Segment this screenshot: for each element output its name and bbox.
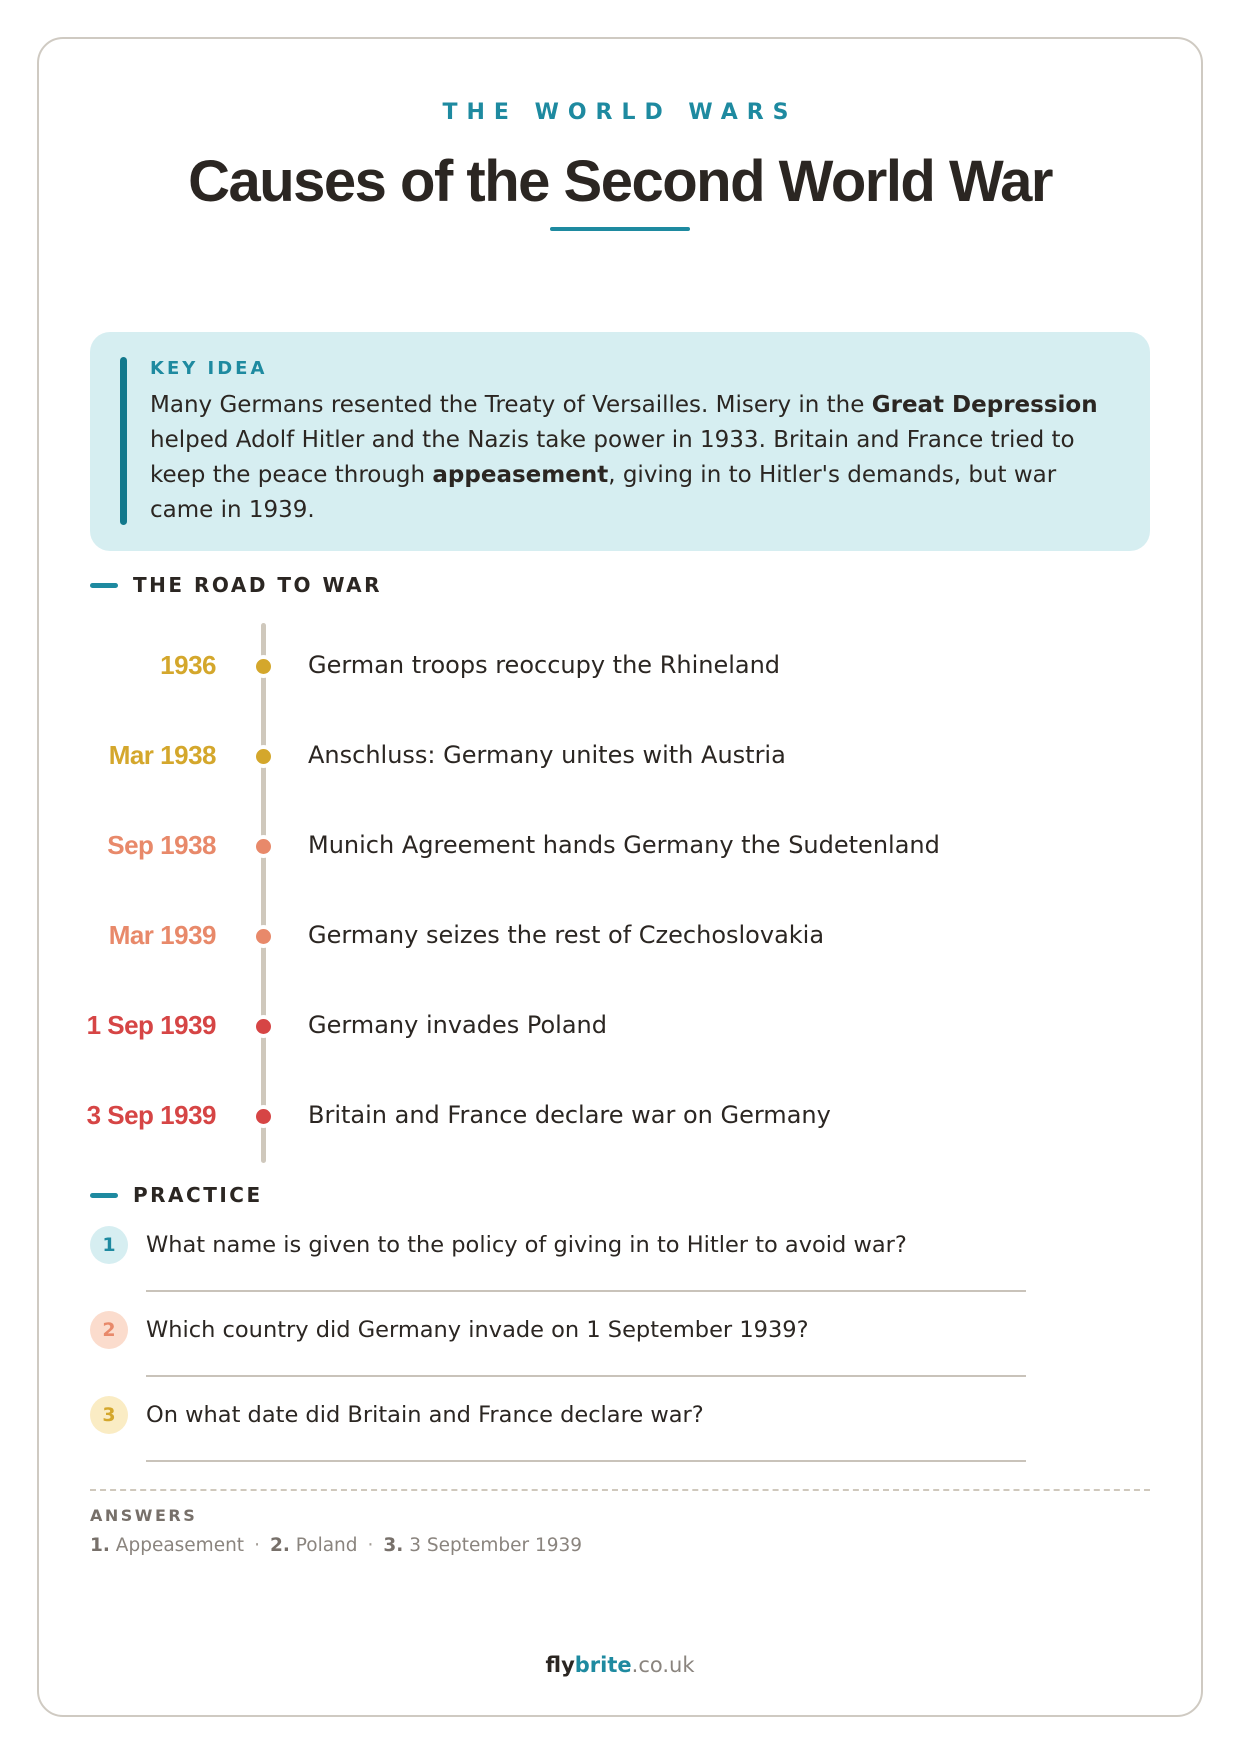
key-term-appeasement: appeasement (432, 462, 609, 488)
key-idea-text-part: Many Germans resented the Treaty of Versailles. Misery in the (150, 392, 872, 418)
brand-name-part: brite (574, 1653, 632, 1677)
timeline-dot-icon (256, 749, 271, 764)
eyebrow-label: THE WORLD WARS (442, 100, 798, 125)
key-idea-label: KEY IDEA (150, 358, 268, 379)
event-description: Britain and France declare war on Germany (308, 1101, 831, 1129)
brand-name-part: fly (545, 1653, 575, 1677)
page-title: Causes of the Second World War (188, 149, 1052, 214)
event-description: Munich Agreement hands Germany the Sudetenland (308, 831, 940, 859)
timeline-event (0, 916, 1240, 956)
event-description: Germany seizes the rest of Czechoslovakia (308, 921, 825, 949)
event-description: Anschluss: Germany unites with Austria (308, 741, 786, 769)
timeline-event (0, 826, 1240, 866)
event-date: Mar 1938 (108, 740, 216, 770)
answer-text: Poland (295, 1535, 358, 1556)
answer-separator: · (254, 1535, 260, 1556)
event-date: Mar 1939 (108, 920, 216, 950)
section-dash-icon (90, 583, 118, 588)
practice-question (90, 1396, 1030, 1476)
key-idea-text-part: helped Adolf Hitler and the Nazis take power in 1933. Britain and France tried to keep the peace through (150, 427, 1075, 488)
practice-question (90, 1311, 1030, 1391)
timeline-dot-icon (256, 659, 271, 674)
key-idea-text (150, 388, 1125, 528)
footer-brand (0, 1653, 1240, 1677)
question-number-badge: 2 (90, 1311, 128, 1349)
answer-number: 2. (269, 1535, 290, 1556)
timeline-dot-icon (256, 839, 271, 854)
answers-divider (90, 1489, 1150, 1491)
key-term-great-depression: Great Depression (871, 392, 1098, 418)
question-text: What name is given to the policy of giving in to Hitler to avoid war? (146, 1232, 907, 1258)
timeline-dot-icon (256, 1019, 271, 1034)
practice-question (90, 1226, 1030, 1306)
brand-domain: .co.uk (631, 1653, 695, 1677)
section-heading-practice (90, 1181, 263, 1209)
timeline-event (0, 736, 1240, 776)
timeline-dot-icon (256, 929, 271, 944)
answer-item (270, 1535, 358, 1556)
timeline-event (0, 1006, 1240, 1046)
key-idea-text-part: , giving in to Hitler's demands, but war came in 1939. (150, 462, 1057, 523)
question-number-badge: 3 (90, 1396, 128, 1434)
answer-text: 3 September 1939 (409, 1535, 583, 1556)
timeline-line (261, 623, 266, 1163)
section-dash-icon (90, 1193, 118, 1198)
answer-number: 1. (90, 1535, 110, 1556)
answer-line[interactable] (146, 1460, 1026, 1462)
answer-line[interactable] (146, 1375, 1026, 1377)
event-description: German troops reoccupy the Rhineland (308, 651, 781, 679)
event-date: Sep 1938 (107, 830, 216, 860)
answer-line[interactable] (146, 1290, 1026, 1292)
answer-item (383, 1535, 582, 1556)
answer-separator: · (367, 1535, 374, 1556)
answers-label: ANSWERS (90, 1506, 198, 1525)
timeline-event (0, 646, 1240, 686)
event-date: 1936 (160, 650, 216, 680)
title-underline (550, 227, 690, 231)
answers-list (90, 1535, 582, 1556)
timeline-dot-icon (256, 1109, 271, 1124)
timeline-event (0, 1096, 1240, 1136)
event-description: Germany invades Poland (308, 1011, 607, 1039)
key-idea-box (90, 332, 1150, 551)
answer-item (90, 1535, 244, 1556)
event-date: 1 Sep 1939 (86, 1010, 216, 1040)
answer-number: 3. (383, 1535, 404, 1556)
section-heading-road-to-war (90, 571, 382, 599)
question-text: Which country did Germany invade on 1 September 1939? (146, 1317, 809, 1343)
section-label: PRACTICE (133, 1183, 263, 1207)
answer-text: Appeasement (115, 1535, 245, 1556)
event-date: 3 Sep 1939 (86, 1100, 216, 1130)
section-label: THE ROAD TO WAR (133, 573, 383, 597)
key-idea-accent-bar (120, 357, 127, 525)
question-text: On what date did Britain and France declare war? (146, 1402, 704, 1428)
question-number-badge: 1 (90, 1226, 128, 1264)
